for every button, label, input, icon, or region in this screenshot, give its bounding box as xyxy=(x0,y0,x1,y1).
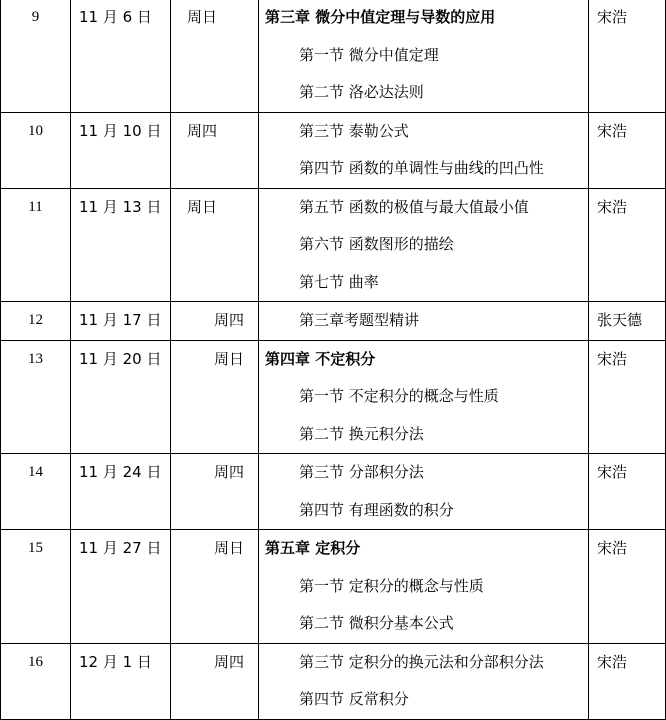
lesson-weekday: 周日 xyxy=(171,530,259,644)
lesson-weekday: 周四 xyxy=(171,643,259,719)
lesson-date: 11 月 20 日 xyxy=(71,340,171,454)
lesson-number: 11 xyxy=(1,188,71,302)
teacher-name: 宋浩 xyxy=(589,340,666,454)
lesson-number: 15 xyxy=(1,530,71,644)
section-title: 第一节 不定积分的概念与性质 xyxy=(299,387,499,405)
lesson-date: 11 月 17 日 xyxy=(71,302,171,341)
section-title: 第二节 换元积分法 xyxy=(299,424,424,443)
lesson-weekday: 周日 xyxy=(171,340,259,454)
section-title: 第三节 分部积分法 xyxy=(299,463,424,481)
schedule-row xyxy=(1,530,666,644)
section-title: 第五节 函数的极值与最大值最小值 xyxy=(299,197,529,216)
section-title: 第七节 曲率 xyxy=(299,272,379,291)
section-title: 第三节 泰勒公式 xyxy=(299,121,409,140)
chapter-heading: 第三章 微分中值定理与导数的应用 xyxy=(265,8,496,26)
teacher-name: 宋浩 xyxy=(589,188,666,302)
lesson-date: 11 月 10 日 xyxy=(71,112,171,188)
schedule-row xyxy=(1,454,666,530)
teacher-name: 张天德 xyxy=(589,302,666,341)
teacher-name: 宋浩 xyxy=(589,454,666,530)
lesson-number: 10 xyxy=(1,112,71,188)
section-title: 第二节 洛必达法则 xyxy=(299,83,424,101)
lesson-weekday: 周四 xyxy=(171,454,259,530)
schedule-row xyxy=(1,112,666,188)
lesson-number: 16 xyxy=(1,643,71,719)
lesson-number: 12 xyxy=(1,302,71,341)
schedule-row xyxy=(1,0,666,112)
schedule-row xyxy=(1,340,666,454)
teacher-name: 宋浩 xyxy=(589,0,666,112)
lesson-date: 11 月 6 日 xyxy=(71,0,171,112)
lesson-weekday: 周日 xyxy=(171,0,259,112)
lesson-date: 12 月 1 日 xyxy=(71,643,171,719)
lesson-content xyxy=(259,0,589,112)
lesson-content xyxy=(259,454,589,530)
lesson-number: 14 xyxy=(1,454,71,530)
section-title: 第三节 定积分的换元法和分部积分法 xyxy=(299,652,544,671)
section-title: 第三章考题型精讲 xyxy=(299,311,420,329)
lesson-date: 11 月 24 日 xyxy=(71,454,171,530)
schedule-body xyxy=(1,0,666,719)
section-title: 第四节 函数的单调性与曲线的凹凸性 xyxy=(299,159,544,177)
section-title: 第二节 微积分基本公式 xyxy=(299,614,454,632)
lesson-number: 9 xyxy=(1,0,71,112)
teacher-name: 宋浩 xyxy=(589,643,666,719)
schedule-row xyxy=(1,643,666,719)
section-title: 第四节 有理函数的积分 xyxy=(299,500,454,519)
lesson-content xyxy=(259,302,589,341)
lesson-date: 11 月 13 日 xyxy=(71,188,171,302)
chapter-heading: 第四章 不定积分 xyxy=(265,349,376,368)
lesson-weekday: 周四 xyxy=(171,112,259,188)
teacher-name: 宋浩 xyxy=(589,112,666,188)
lesson-content xyxy=(259,112,589,188)
teacher-name: 宋浩 xyxy=(589,530,666,644)
lesson-content xyxy=(259,340,589,454)
lesson-weekday: 周四 xyxy=(171,302,259,341)
schedule-row xyxy=(1,188,666,302)
section-title: 第一节 定积分的概念与性质 xyxy=(299,576,484,595)
chapter-heading: 第五章 定积分 xyxy=(265,539,361,557)
lesson-number: 13 xyxy=(1,340,71,454)
lesson-date: 11 月 27 日 xyxy=(71,530,171,644)
lesson-content xyxy=(259,643,589,719)
section-title: 第六节 函数图形的描绘 xyxy=(299,235,454,253)
lesson-content xyxy=(259,188,589,302)
section-title: 第四节 反常积分 xyxy=(299,690,409,708)
schedule-row xyxy=(1,302,666,341)
section-title: 第一节 微分中值定理 xyxy=(299,45,439,64)
lesson-weekday: 周日 xyxy=(171,188,259,302)
lesson-content xyxy=(259,530,589,644)
